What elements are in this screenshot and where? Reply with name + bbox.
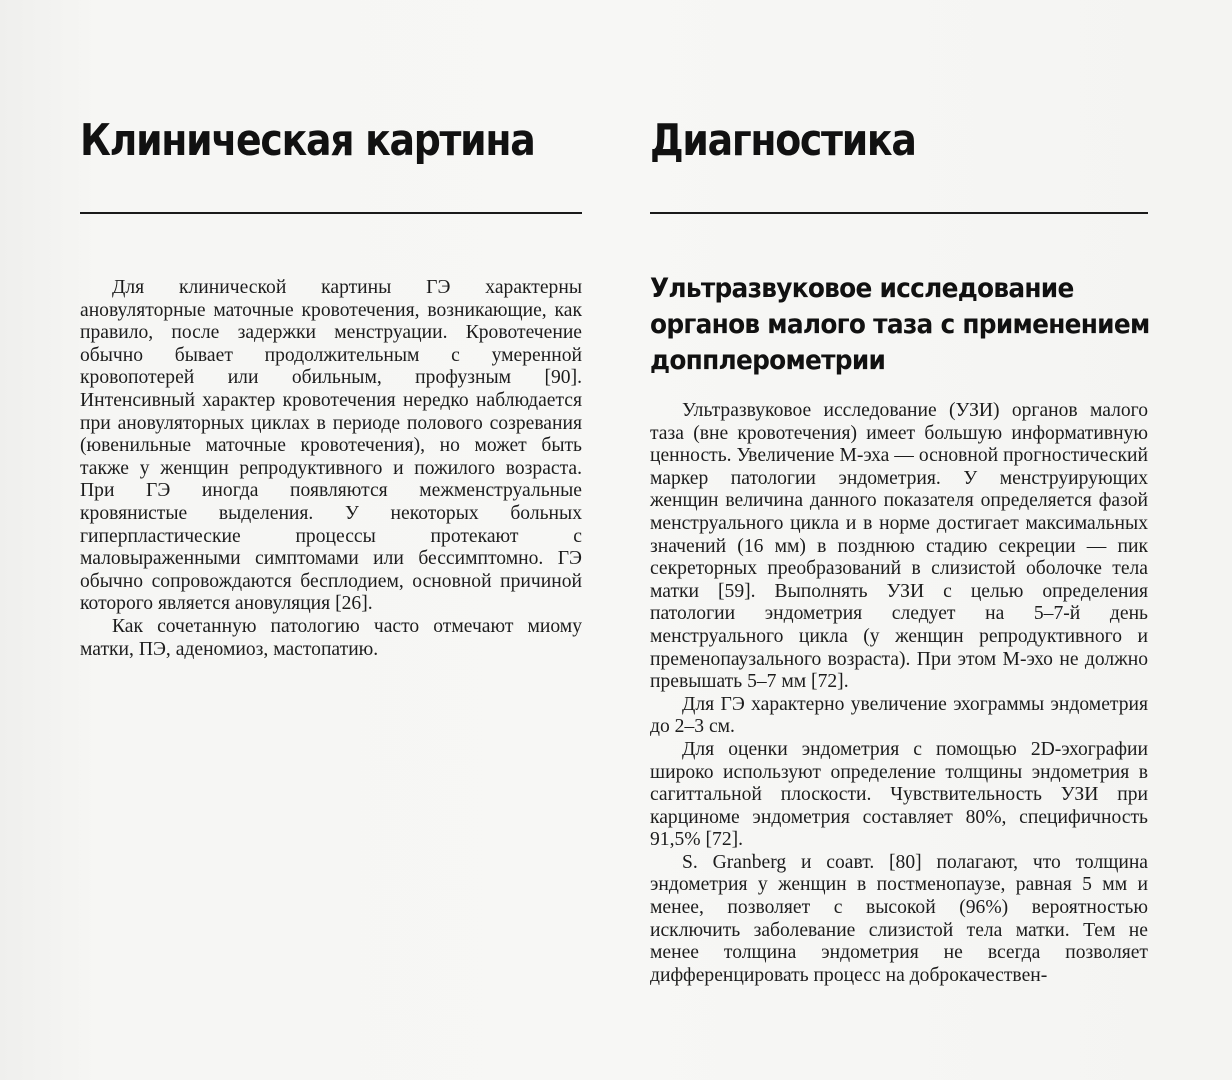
paragraph: Как сочетанную патологию часто отмечают миому матки, ПЭ, аденомиоз, мастопатию. — [80, 615, 582, 660]
diagnostics-body — [650, 400, 1148, 987]
paragraph: S. Granberg и соавт. [80] полагают, что толщина эндометрия у женщин в постменопаузе, равная 5 мм и менее, позволяет с высокой (96%) вероятностью исключить заболевание слизистой тела матки. Тем не менее толщина эндометрия не всегда позволяет дифференцировать процесс на доброкачествен- — [650, 851, 1148, 986]
subheading-line: органов малого таза с применением — [650, 309, 1150, 340]
subheading-line: допплерометрии — [650, 345, 886, 376]
paragraph: Ультразвуковое исследование (УЗИ) органов малого таза (вне кровотечения) имеет большую информативную ценность. Увеличение М-эха — основной прогностический маркер патологии эндометрия. У менструирующих женщин величина данного показателя определяется фазой менструального цикла и в норме достигает максимальных значений (16 мм) в позднюю стадию секреции — пик секреторных преобразований в слизистой оболочке тела матки [59]. Выполнять УЗИ с целью определения патологии эндометрия следует на 5–7-й день менструального цикла (у женщин репродуктивного и пременопаузального возраста). При этом М-эхо не должно превышать 5–7 мм [72]. — [650, 400, 1148, 693]
subheading-ultrasound — [650, 271, 1150, 379]
paragraph: Для клинической картины ГЭ характерны ановуляторные маточные кровотечения, возникающие, как правило, после задержки менструации. Кровотечение обычно бывает продолжительным с умеренной кровопотерей или обильным, профузным [90]. Интенсивный характер кровотечения нередко наблюдается при ановуляторных циклах в периоде полового созревания (ювенильные маточные кровотечения), но может быть также у женщин репродуктивного и пожилого возраста. При ГЭ иногда появляются межменструальные кровянистые выделения. У некоторых больных гиперпластические процессы протекают с маловыраженными симптомами или бессимптомно. ГЭ обычно сопровождаются бесплодием, основной причиной которого является ановуляция [26]. — [80, 277, 582, 615]
section-title-clinical-picture: Клиническая картина — [80, 115, 535, 166]
title-underline-rule — [80, 212, 582, 214]
paragraph: Для оценки эндометрия с помощью 2D-эхографии широко используют определение толщины эндометрия в сагиттальной плоскости. Чувствительность УЗИ при карциноме эндометрия составляет 80%, специфичность 91,5% [72]. — [650, 738, 1148, 851]
title-underline-rule — [650, 212, 1148, 214]
section-title-diagnostics: Диагностика — [650, 115, 916, 166]
subheading-line: Ультразвуковое исследование — [650, 273, 1074, 304]
clinical-picture-body — [80, 277, 582, 661]
paragraph: Для ГЭ характерно увеличение эхограммы эндометрия до 2–3 см. — [650, 693, 1148, 738]
